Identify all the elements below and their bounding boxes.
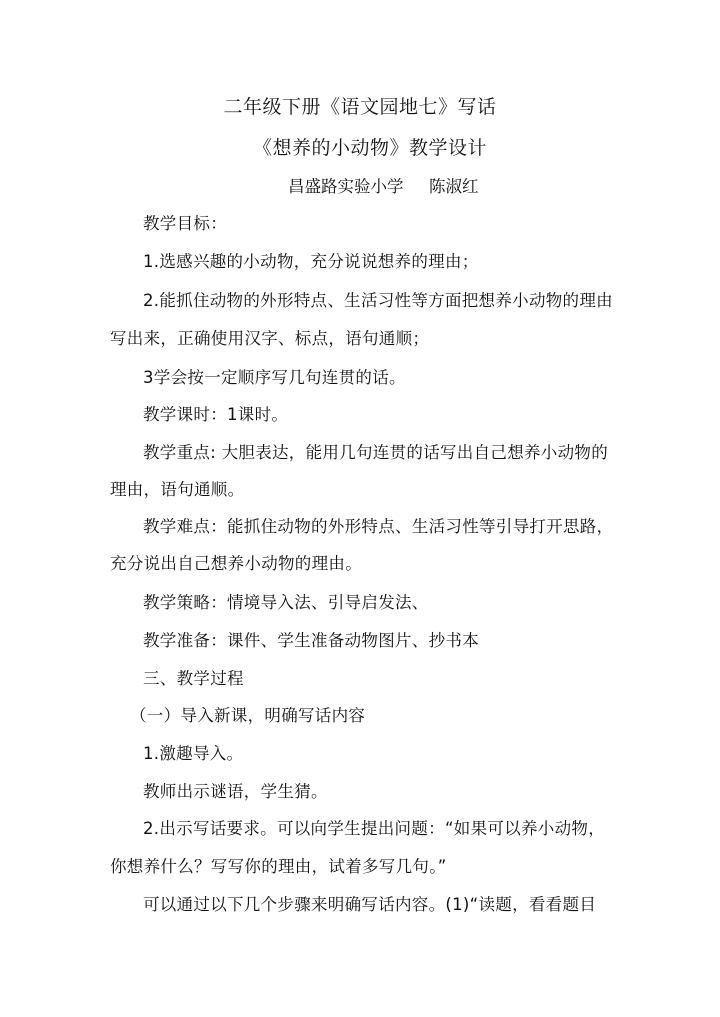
body-line: 教学策略：情境导入法、引导启发法、 [143,593,429,612]
body-line: 教学准备：课件、学生准备动物图片、抄书本 [143,631,479,650]
body-line: 1.激趣导入。 [143,744,244,763]
body-line: 理由，语句通顺。 [110,480,245,499]
body-line: 教学目标： [143,214,227,233]
body-line: 1.选感兴趣的小动物，充分说说想养的理由； [143,252,479,271]
body-line: 2.出示写话要求。可以向学生提出问题：“如果可以养小动物， [143,819,605,838]
section-heading: 三、教学过程 [143,669,244,688]
body-line: 你想养什么？写写你的理由，试着多写几句。” [110,857,447,876]
body-line: 充分说出自己想养小动物的理由。 [110,554,362,573]
author-name: 陈淑红 [429,177,479,196]
document-title: 二年级下册《语文园地七》写话 [223,96,497,118]
body-line: 写出来，正确使用汉字、标点，语句通顺； [110,329,430,348]
body-line: 可以通过以下几个步骤来明确写话内容。(1)“读题，看看题目 [143,895,597,914]
body-line: 教学难点：能抓住动物的外形特点、生活习性等引导打开思路， [143,517,614,536]
body-line: 教学课时：1课时。 [143,405,289,424]
body-line: 教学重点: 大胆表达，能用几句连贯的话写出自己想养小动物的 [143,443,609,462]
document-subtitle: 《想养的小动物》教学设计 [252,137,487,159]
body-line: 教师出示谜语，学生猜。 [143,782,328,801]
school-name: 昌盛路实验小学 [288,177,404,196]
body-line: 2.能抓住动物的外形特点、生活习性等方面把想养小动物的理由 [143,291,613,310]
subsection-heading: （一）导入新课，明确写话内容 [130,706,366,725]
body-line: 3学会按一定顺序写几句连贯的话。 [143,368,406,387]
